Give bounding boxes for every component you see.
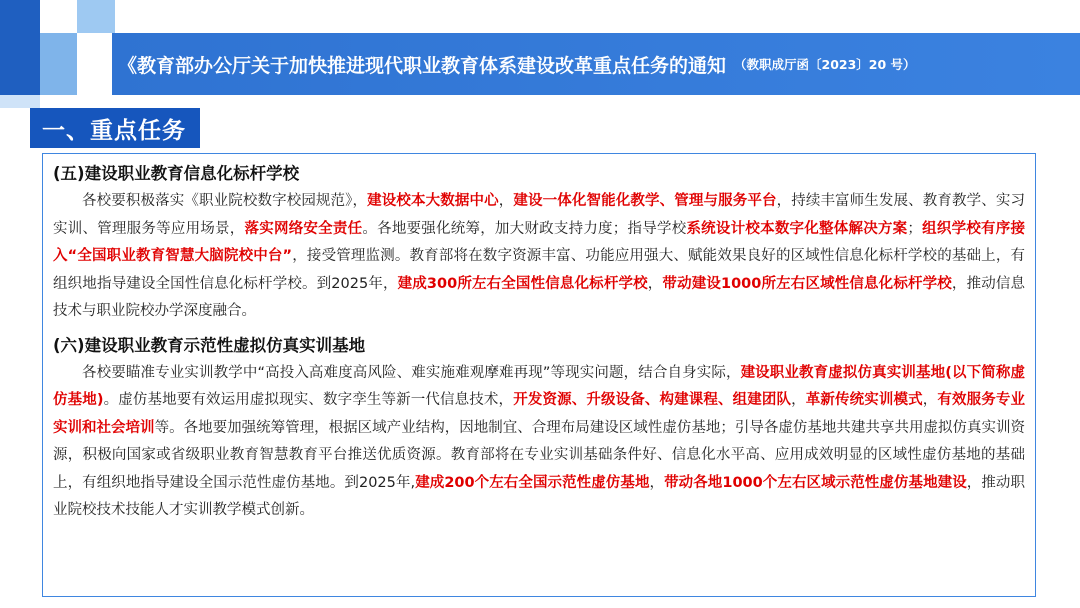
text: 等。各地要加强统筹管理，根据区域产业结构，因地制宜、合理布局建设区域性虚仿基地；引导各虚仿基地共建共享共用虚拟仿真实训资源，积极向国家或省级职业教育智慧教育平台推送优质资源。教育部将在专业实训基础条件好、信息化水平高、应用成效明显的区域性虚仿基地的基础上，有组织地指导建设全国示范性虚仿基地。到2025年, bbox=[53, 419, 1026, 491]
text: ，持续丰富师生发展、教育教学、实习实训、管理服务等应用场景， bbox=[53, 193, 1026, 237]
text: ； bbox=[907, 220, 922, 237]
highlight: 建设一体化智能化教学、管理与服务平台 bbox=[513, 193, 777, 209]
highlight: 有效服务专业实训和社会培训 bbox=[53, 392, 1026, 436]
paragraph-part6 bbox=[53, 360, 1025, 525]
heading-part5: (五)建设职业教育信息化标杆学校 bbox=[53, 164, 300, 183]
highlight: 建设职业教育虚拟仿真实训基地(以下简称虚仿基地) bbox=[53, 364, 1025, 408]
text: ，推动信息技术与职业院校办学深度融合。 bbox=[53, 275, 1026, 319]
text: ， bbox=[791, 392, 806, 408]
heading-part6: (六)建设职业教育示范性虚拟仿真实训基地 bbox=[53, 335, 366, 355]
text: ，推动职业院校技术技能人才实训教学模式创新。 bbox=[53, 474, 1025, 518]
document-number: （教职成厅函〔2023〕20 号） bbox=[734, 57, 916, 72]
highlight: 开发资源、升级设备、构建课程、组建团队 bbox=[513, 392, 792, 408]
text: ， bbox=[498, 193, 514, 209]
text: 。各地要强化统筹，加大财政支持力度；指导学校 bbox=[362, 220, 687, 237]
decor-block-pale bbox=[0, 95, 40, 108]
content-box bbox=[42, 153, 1036, 597]
highlight: 革新传统实训模式 bbox=[805, 392, 923, 408]
highlight: 带动各地1000个左右区域示范性虚仿基地建设 bbox=[664, 474, 967, 491]
highlight: 建设校本大数据中心 bbox=[367, 193, 499, 209]
text: 各校要瞄准专业实训教学中“高投入高难度高风险、难实施难观摩难再现”等现实问题，结合自身实际， bbox=[82, 364, 741, 381]
decor-block-dark bbox=[0, 0, 40, 95]
text: ，接受管理监测。教育部将在数字资源丰富、功能应用强大、赋能效果良好的区域性信息化标杆学校的基础上，有组织地指导建设全国性信息化标杆学校。到2025年， bbox=[53, 248, 1025, 292]
highlight: 落实网络安全责任 bbox=[244, 220, 363, 237]
text: ， bbox=[647, 275, 663, 292]
text: ， bbox=[649, 474, 665, 491]
title-banner bbox=[112, 33, 1080, 95]
decor-block-mid bbox=[40, 33, 77, 95]
text: 。虚仿基地要有效运用虚拟现实、数字孪生等新一代信息技术， bbox=[103, 392, 514, 408]
highlight: 系统设计校本数字化整体解决方案 bbox=[686, 220, 908, 237]
paragraph-part5 bbox=[53, 188, 1025, 326]
highlight: 带动建设1000所左右区域性信息化标杆学校 bbox=[662, 275, 952, 292]
highlight: 建成200个左右全国示范性虚仿基地 bbox=[415, 474, 650, 491]
decor-block-light bbox=[77, 0, 115, 33]
text: ， bbox=[922, 392, 938, 408]
highlight: 建成300所左右全国性信息化标杆学校 bbox=[397, 275, 648, 292]
highlight: 组织学校有序接入“全国职业教育智慧大脑院校中台” bbox=[53, 220, 1026, 264]
text: 各校要积极落实《职业院校数字校园规范》， bbox=[82, 193, 368, 209]
slide-title: 《教育部办公厅关于加快推进现代职业教育体系建设改革重点任务的通知 bbox=[118, 54, 727, 77]
section-title: 一、重点任务 bbox=[30, 108, 200, 148]
